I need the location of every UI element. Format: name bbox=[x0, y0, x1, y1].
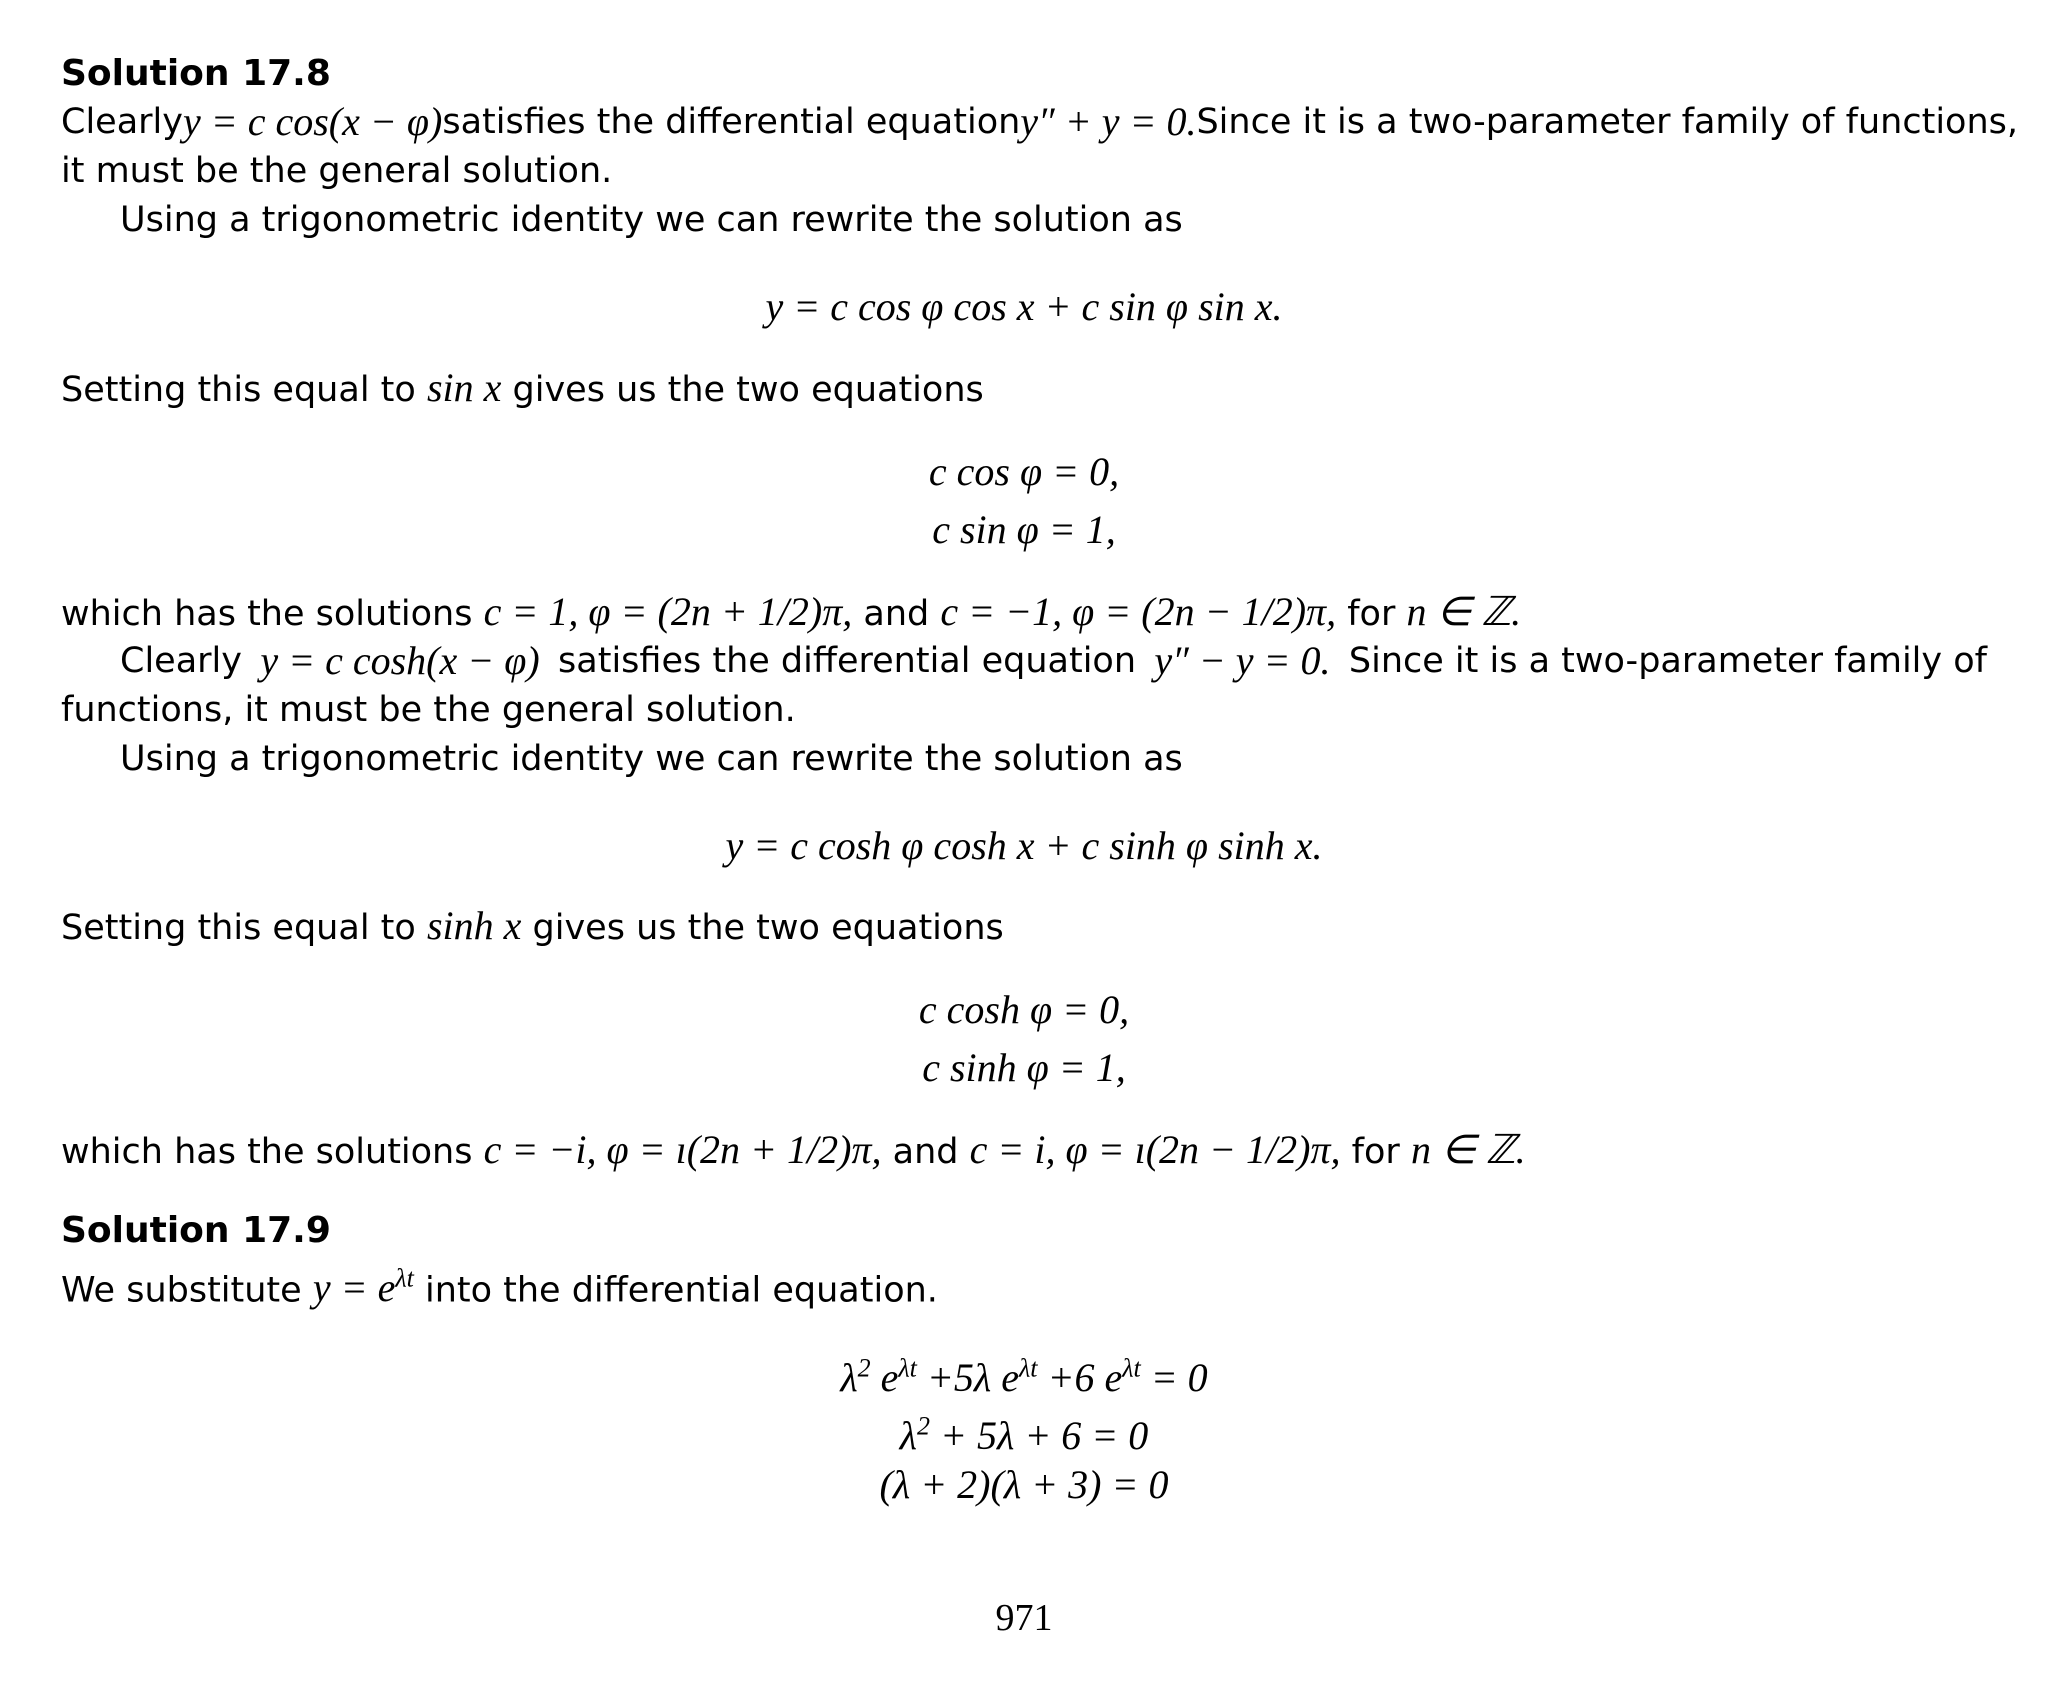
text-span: Since it is a two-parameter family of functions, bbox=[1196, 102, 2018, 142]
text-span: Setting this equal to bbox=[61, 370, 416, 410]
text-span: for bbox=[1347, 594, 1396, 634]
math-inline: y″ − y = 0. bbox=[1154, 638, 1331, 683]
text-span: satisfies the differential equation bbox=[442, 102, 1021, 142]
text-span: which has the solutions bbox=[61, 594, 473, 634]
equation-text: $\lambda^2$ $e^{\lambda t} +5\lambda$ $e^{\lambda t} +6$ $e^{\lambda t} = 0$ bbox=[840, 1354, 1208, 1401]
math-inline: c = i, φ = ı(2n − 1/2)π, bbox=[969, 1127, 1341, 1172]
display-equation bbox=[0, 821, 2048, 871]
text-span: gives us the two equations bbox=[532, 908, 1004, 948]
text-span: Clearly bbox=[61, 102, 183, 142]
math-inline: n ∈ ℤ. bbox=[1410, 1127, 1526, 1172]
math-base: y = e bbox=[312, 1265, 396, 1311]
math-inline: c = −i, φ = ı(2n + 1/2)π, bbox=[483, 1127, 882, 1172]
section-heading-17-9: Solution 17.9 bbox=[61, 1210, 331, 1251]
text-span: We substitute bbox=[61, 1270, 302, 1311]
paragraph-line bbox=[61, 99, 2018, 144]
math-inline: y″ + y = 0. bbox=[1020, 99, 1197, 144]
text-span: gives us the two equations bbox=[512, 370, 984, 410]
text-span: for bbox=[1351, 1132, 1400, 1172]
text-span: and bbox=[863, 594, 930, 634]
text-span: into the differential equation. bbox=[424, 1270, 938, 1311]
math-inline: sinh x bbox=[426, 903, 522, 948]
text-span: which has the solutions bbox=[61, 1132, 473, 1172]
math-inline: c = −1, φ = (2n − 1/2)π, bbox=[940, 589, 1337, 634]
paragraph-line bbox=[61, 366, 984, 412]
equation-text: $\lambda^2 + 5\lambda + 6 = 0$ bbox=[899, 1412, 1149, 1459]
paragraph-line: Using a trigonometric identity we can rewrite the solution as bbox=[120, 200, 1183, 240]
page-number: 971 bbox=[995, 1597, 1053, 1639]
display-equation bbox=[0, 447, 2048, 497]
text-span: Setting this equal to bbox=[61, 908, 416, 948]
math-inline: n ∈ ℤ. bbox=[1406, 589, 1522, 634]
equation-text: c cosh φ = 0, bbox=[918, 987, 1130, 1032]
math-inline: c = 1, φ = (2n + 1/2)π, bbox=[483, 589, 853, 634]
paragraph-line bbox=[120, 639, 1987, 683]
paragraph-line bbox=[61, 904, 1004, 950]
math-inline bbox=[313, 1265, 414, 1310]
equation-text: c sin φ = 1, bbox=[932, 507, 1116, 552]
text-span: satisfies the differential equation bbox=[558, 641, 1137, 681]
equation-text: y = c cosh φ cosh x + c sinh φ sinh x. bbox=[725, 823, 1323, 868]
math-inline: y = c cosh(x − φ) bbox=[260, 638, 540, 683]
display-equation bbox=[0, 985, 2048, 1035]
display-equation bbox=[0, 1344, 2048, 1403]
display-equation bbox=[0, 1402, 2048, 1461]
text-span: and bbox=[892, 1132, 959, 1172]
equation-text: c sinh φ = 1, bbox=[922, 1045, 1126, 1090]
paragraph-line bbox=[61, 590, 1521, 636]
section-heading-17-8: Solution 17.8 bbox=[61, 53, 331, 94]
paragraph-line: it must be the general solution. bbox=[61, 151, 613, 191]
paragraph-line bbox=[61, 1128, 1526, 1174]
math-inline: sin x bbox=[426, 365, 502, 410]
display-equation bbox=[0, 505, 2048, 555]
paragraph-line: Using a trigonometric identity we can rewrite the solution as bbox=[120, 739, 1183, 779]
equation-text: y = c cos φ cos x + c sin φ sin x. bbox=[765, 284, 1283, 329]
paragraph-line: functions, it must be the general solution. bbox=[61, 690, 796, 730]
equation-text: (λ + 2)(λ + 3) = 0 bbox=[879, 1462, 1169, 1507]
math-superscript: λt bbox=[395, 1264, 414, 1293]
text-span: Clearly bbox=[120, 641, 242, 681]
paragraph-line bbox=[61, 1257, 938, 1312]
text-span: Since it is a two-parameter family of bbox=[1348, 641, 1987, 681]
display-equation bbox=[0, 282, 2048, 332]
equation-text: c cos φ = 0, bbox=[928, 449, 1120, 494]
display-equation bbox=[0, 1460, 2048, 1510]
math-inline: y = c cos(x − φ) bbox=[182, 99, 443, 144]
display-equation bbox=[0, 1043, 2048, 1093]
